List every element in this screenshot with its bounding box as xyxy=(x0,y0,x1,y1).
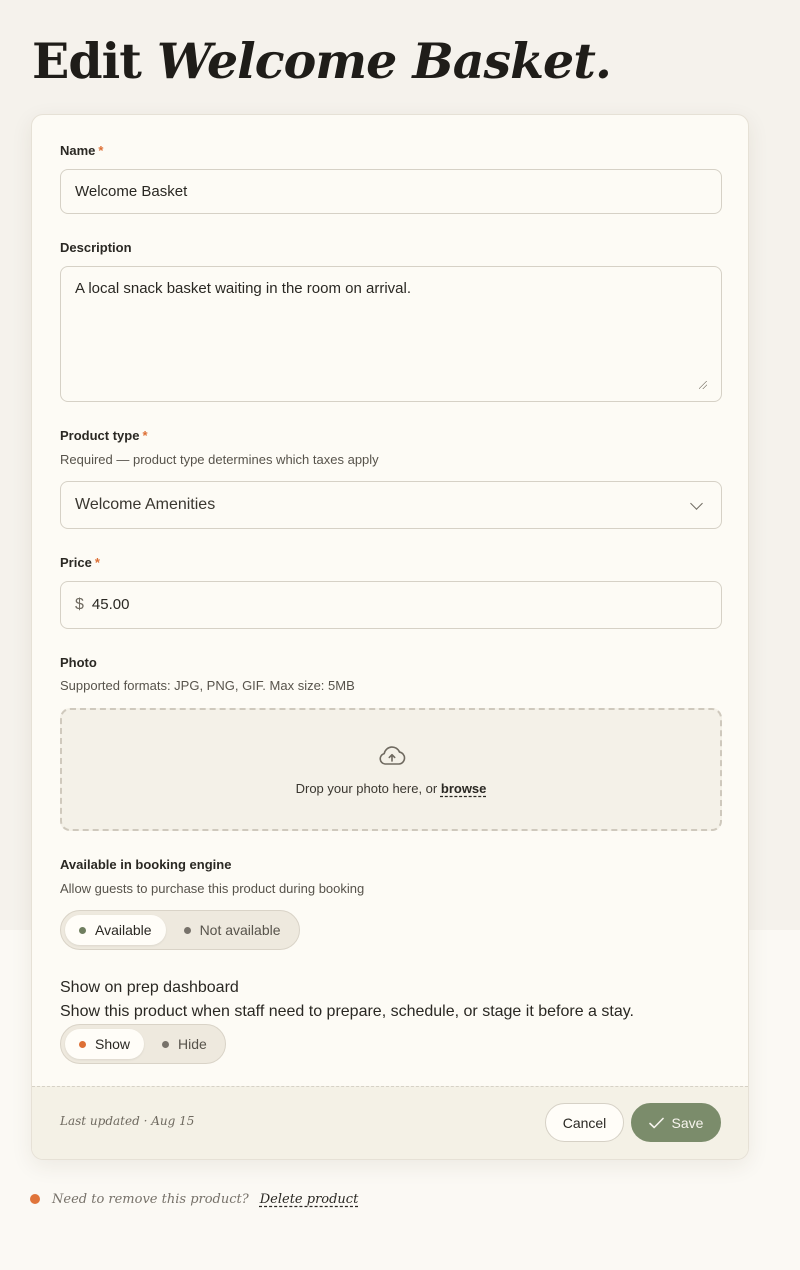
check-icon xyxy=(649,1117,664,1129)
page-title-prefix: Edit xyxy=(32,32,141,90)
delete-question: Need to remove this product? xyxy=(52,1191,249,1207)
prep-dashboard-hint: Show this product when staff need to prepare, schedule, or stage it before a stay. xyxy=(60,1003,634,1020)
resize-handle-icon[interactable] xyxy=(699,381,707,389)
status-dot xyxy=(184,927,191,934)
booking-engine-hint: Allow guests to purchase this product during booking xyxy=(60,881,365,896)
product-type-hint: Required — product type determines which taxes apply xyxy=(60,452,379,467)
delete-product-link[interactable]: Delete product xyxy=(259,1191,359,1207)
status-dot xyxy=(79,927,86,934)
cancel-button[interactable]: Cancel xyxy=(545,1103,624,1142)
option-available[interactable]: Available xyxy=(65,915,166,945)
card-footer xyxy=(32,1086,748,1159)
option-not-available[interactable]: Not available xyxy=(170,915,295,945)
save-label: Save xyxy=(671,1114,704,1131)
dropzone-text: Drop your photo here, or browse xyxy=(295,781,487,796)
delete-section xyxy=(30,1190,358,1208)
upload-cloud-icon xyxy=(377,744,407,768)
currency-symbol: $ xyxy=(75,596,84,613)
prep-dashboard-label: Show on prep dashboard xyxy=(60,979,239,996)
photo-label: Photo xyxy=(60,655,97,670)
status-dot xyxy=(162,1041,169,1048)
price-value: 45.00 xyxy=(91,596,130,613)
photo-dropzone[interactable] xyxy=(60,708,722,831)
description-textarea[interactable] xyxy=(60,266,722,402)
browse-link[interactable]: browse xyxy=(440,781,487,796)
name-input[interactable]: Welcome Basket xyxy=(60,169,722,214)
booking-engine-toggle xyxy=(60,910,300,950)
edit-product-card xyxy=(31,114,749,1160)
save-button[interactable] xyxy=(631,1103,721,1142)
price-label: Price * xyxy=(60,555,100,570)
price-input[interactable] xyxy=(60,581,722,629)
last-updated: Last updated · Aug 15 xyxy=(60,1114,195,1128)
warning-dot-icon xyxy=(30,1194,40,1204)
required-marker: * xyxy=(94,555,100,570)
chevron-down-icon xyxy=(690,497,703,510)
status-dot xyxy=(79,1041,86,1048)
photo-hint: Supported formats: JPG, PNG, GIF. Max size: 5MB xyxy=(60,678,355,693)
required-marker: * xyxy=(142,428,148,443)
option-hide[interactable]: Hide xyxy=(148,1029,221,1059)
name-label: Name * xyxy=(60,143,104,158)
description-label: Description xyxy=(60,240,132,255)
required-marker: * xyxy=(98,143,104,158)
booking-engine-label: Available in booking engine xyxy=(60,857,232,872)
prep-dashboard-toggle xyxy=(60,1024,226,1064)
product-type-label: Product type * xyxy=(60,428,148,443)
option-show[interactable]: Show xyxy=(65,1029,144,1059)
product-type-selected: Welcome Amenities xyxy=(75,496,216,513)
description-text: A local snack basket waiting in the room on arrival. xyxy=(75,280,411,297)
product-type-select[interactable] xyxy=(60,481,722,529)
page-title-product: Welcome Basket. xyxy=(156,32,611,90)
page-title xyxy=(32,30,611,92)
